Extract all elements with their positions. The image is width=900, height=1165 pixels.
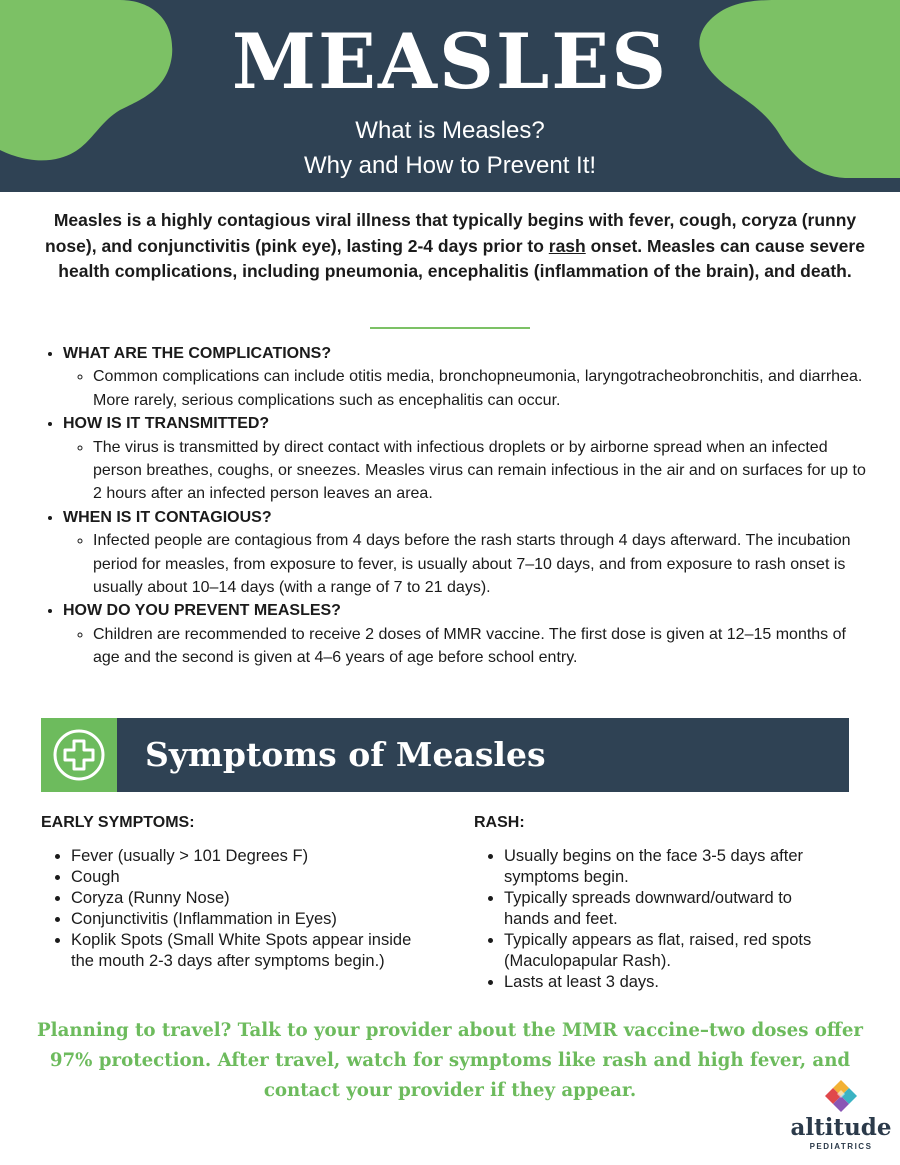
faq-list	[40, 342, 870, 670]
faq-item	[63, 599, 870, 669]
early-symptoms-heading: EARLY SYMPTOMS:	[41, 814, 195, 831]
section-divider	[370, 327, 530, 329]
symptom-item: • Koplik Spots (Small White Spots appear inside the mouth 2-3 days after symptoms begin.)	[71, 930, 421, 972]
faq-question: • HOW DO YOU PREVENT MEASLES?	[63, 602, 341, 620]
rash-item: • Lasts at least 3 days.	[504, 972, 834, 993]
faq-item	[63, 342, 870, 412]
medical-cross-icon	[41, 718, 117, 792]
intro-text-part-1: Measles is a highly contagious viral illness that typically begins with fever, cough, coryza (runny nose), and conjunctivitis (pink eye), lasting 2-4 days prior to	[45, 210, 857, 256]
faq-answer: ◦ Children are recommended to receive 2 doses of MMR vaccine. The first dose is given at 12–15 months of age and the second is given at 4–6 years of age before school entry.	[93, 623, 870, 670]
faq-question: • WHAT ARE THE COMPLICATIONS?	[63, 345, 332, 362]
faq-answer: ◦ Infected people are contagious from 4 days before the rash starts through 4 days afterward. The incubation period for measles, from exposure to fever, is usually about 7–10 days, and from exposure to rash onset is usually about 10–14 days (with a range of 7 to 21 days).	[93, 529, 870, 599]
header-banner	[0, 0, 900, 192]
faq-question: • WHEN IS IT CONTAGIOUS?	[63, 508, 272, 526]
faq-item	[63, 412, 870, 506]
rash-link[interactable]: rash	[548, 235, 586, 256]
early-symptoms-section	[41, 812, 421, 972]
symptom-item: • Fever (usually > 101 Degrees F)	[71, 846, 421, 867]
faq-question: • HOW IS IT TRANSMITTED?	[63, 415, 270, 433]
symptom-item: • Cough	[71, 867, 421, 888]
symptoms-icon-box	[41, 718, 117, 792]
intro-paragraph	[38, 208, 872, 285]
logo-name: altitude	[790, 1114, 892, 1141]
page-title: MEASLES	[231, 17, 669, 106]
rash-item: • Usually begins on the face 3-5 days after symptoms begin.	[504, 846, 834, 888]
subtitle-line-2: Why and How to Prevent It!	[303, 152, 597, 179]
intro-text-part-2: onset. Measles can cause severe health complications, including pneumonia, encephalitis (inflammation of the brain), and death.	[58, 235, 865, 281]
subtitle-line-1: What is Measles?	[355, 117, 545, 144]
altitude-diamond-logo-icon	[822, 1080, 860, 1114]
faq-item	[63, 506, 870, 600]
symptom-item: • Coryza (Runny Nose)	[71, 888, 421, 909]
symptoms-banner	[117, 718, 849, 792]
rash-item: • Typically spreads downward/outward to hands and feet.	[504, 888, 834, 930]
symptoms-heading: Symptoms of Measles	[145, 735, 546, 774]
rash-item: • Typically appears as flat, raised, red spots (Maculopapular Rash).	[504, 930, 834, 972]
faq-answer: ◦ The virus is transmitted by direct contact with infectious droplets or by airborne spread when an infected person breathes, coughs, or sneezes. Measles virus can remain infectious in the air and on surfaces for up to 2 hours after an infected person leaves an area.	[93, 436, 870, 506]
logo-tagline: PEDIATRICS	[809, 1142, 873, 1151]
altitude-logo[interactable]	[784, 1080, 898, 1160]
rash-heading: RASH:	[474, 814, 525, 831]
symptom-item: • Conjunctivitis (Inflammation in Eyes)	[71, 909, 421, 930]
faq-answer: ◦ Common complications can include otitis media, bronchopneumonia, laryngotracheobronchitis, and diarrhea. More rarely, serious complications such as encephalitis can occur.	[93, 365, 870, 412]
travel-note: Planning to travel? Talk to your provider about the MMR vaccine–two doses offer 97% protection. After travel, watch for symptoms like rash and high fever, and contact your provider if they appear.	[37, 1020, 863, 1101]
rash-section	[474, 812, 834, 993]
